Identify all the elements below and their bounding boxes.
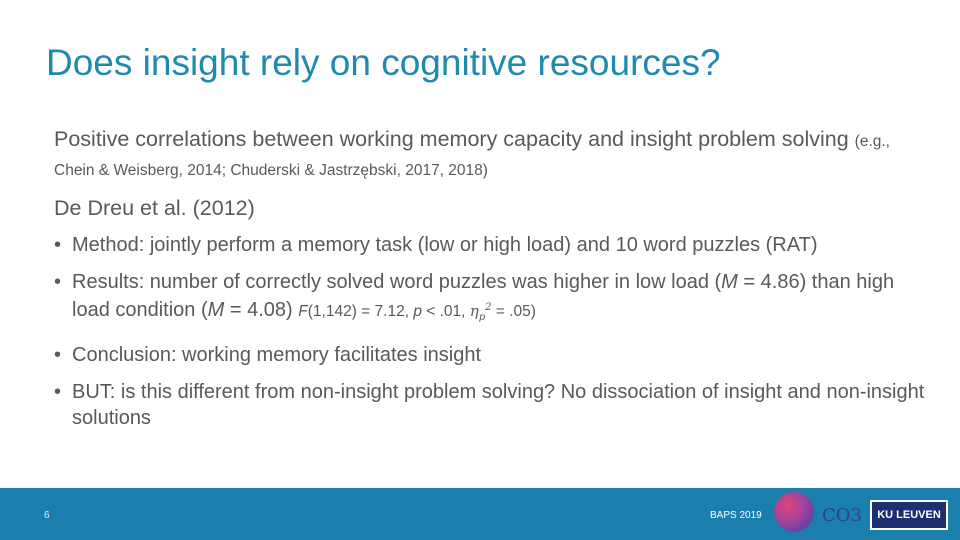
intro-paragraph	[54, 126, 934, 184]
bullet-method: • Method: jointly perform a memory task (low or high load) and 10 word puzzles (RAT)	[54, 232, 934, 258]
results-low-mean: = 4.86)	[737, 271, 807, 293]
slide-content	[54, 126, 934, 431]
conference-label: BAPS 2019	[710, 510, 762, 521]
results-statistics	[298, 302, 536, 323]
results-part2: than high load condition (	[72, 271, 895, 321]
results-high-mean: = 4.08)	[224, 299, 293, 321]
co3-logo-icon	[774, 492, 814, 532]
bullet-list	[54, 232, 934, 431]
f-symbol: F	[298, 303, 308, 320]
co3-logo-text: CO3	[822, 505, 862, 526]
intro-citation: (e.g., Chein & Weisberg, 2014; Chuderski & Jastrzębski, 2017, 2018)	[54, 133, 890, 179]
bullet-conclusion: • Conclusion: working memory facilitates insight	[54, 342, 934, 368]
p-symbol: p	[413, 303, 422, 320]
eta-value: = .05)	[491, 303, 536, 320]
page-number: 6	[44, 510, 50, 521]
results-part1: Results: number of correctly solved word puzzles was higher in low load (	[72, 271, 722, 293]
f-statistic: (1,142) = 7.12,	[307, 303, 414, 320]
footer-bar	[0, 488, 960, 540]
intro-text: Positive correlations between working memory capacity and insight problem solving	[54, 127, 849, 151]
eta-symbol: $\eta_p^2$	[469, 302, 492, 323]
p-value: < .01,	[421, 303, 470, 320]
slide-title: Does insight rely on cognitive resources?	[46, 42, 721, 83]
bullet-but: • BUT: is this different from non-insight problem solving? No dissociation of insight and non-insight solutions	[54, 379, 934, 431]
study-heading: De Dreu et al. (2012)	[54, 196, 255, 220]
ku-leuven-logo: KU LEUVEN	[870, 500, 948, 530]
mean-symbol-low: M	[721, 271, 738, 293]
bullet-results	[54, 269, 934, 331]
mean-symbol-high: M	[207, 299, 225, 321]
